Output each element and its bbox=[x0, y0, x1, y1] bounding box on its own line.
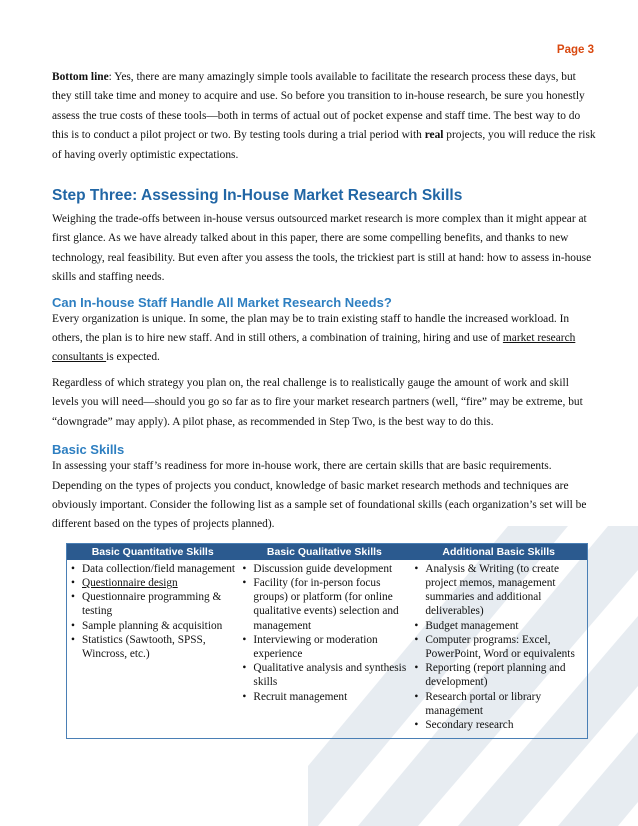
list-item: • Computer programs: Excel, PowerPoint, Word or equivalents bbox=[414, 633, 575, 660]
bullet-icon: • bbox=[414, 690, 419, 703]
header-additional: Additional Basic Skills bbox=[410, 543, 587, 560]
page-content bbox=[52, 68, 598, 739]
skills-table bbox=[66, 543, 588, 739]
bullet-icon: • bbox=[242, 662, 247, 675]
list-item: • Reporting (report planning and development) bbox=[414, 662, 566, 689]
bullet-icon: • bbox=[242, 633, 247, 646]
bullet-icon: • bbox=[414, 633, 419, 646]
bullet-icon: • bbox=[242, 562, 247, 575]
basic-skills-heading: Basic Skills bbox=[52, 442, 125, 458]
bullet-icon: • bbox=[414, 662, 419, 675]
page-number: Page 3 bbox=[556, 44, 594, 56]
bullet-icon: • bbox=[71, 576, 75, 589]
list-item: • Research portal or library management bbox=[414, 690, 542, 717]
bottom-line-label: Bottom line bbox=[52, 71, 109, 83]
list-item: • Data collection/field management bbox=[71, 562, 236, 575]
list-item: • Discussion guide development bbox=[242, 562, 393, 575]
questionnaire-design-link[interactable]: Questionnaire design bbox=[82, 576, 178, 589]
header-quantitative: Basic Quantitative Skills bbox=[67, 543, 239, 560]
quantitative-column bbox=[67, 560, 239, 739]
list-item: • Interviewing or moderation experience bbox=[242, 633, 378, 660]
bullet-icon: • bbox=[414, 562, 419, 575]
step-three-heading: Step Three: Assessing In-House Market Research Skills bbox=[52, 187, 463, 205]
additional-column bbox=[410, 560, 587, 739]
bullet-icon: • bbox=[414, 718, 419, 731]
step-three-paragraph: Weighing the trade-offs between in-house versus outsourced market research is more complex than it might appear at first glance. As we have already talked about in this paper, there are some compelling benefits, and thanks to new technology, real feasibility. But even after you assess the tools, the trickiest part is still at hand: how to assess in-house skills and staffing needs. bbox=[52, 213, 592, 284]
list-item: • Budget management bbox=[414, 619, 519, 632]
list-item: • Analysis & Writing (to create project memos, management summaries and additional deliverables) bbox=[414, 562, 559, 618]
staff-paragraph-1: Every organization is unique. In some, the plan may be to train existing staff to handle the increased workload. In others, the plan is to hire new staff. And in still others, a combination of training, hiring and use of market research consultants is expected. bbox=[52, 312, 576, 364]
list-item: • Facility (for in-person focus groups) or platform (for online qualitative events) selection and management bbox=[242, 576, 399, 632]
basic-skills-paragraph: In assessing your staff’s readiness for more in-house work, there are certain skills that are basic requirements. Depending on the types of projects you conduct, knowledge of basic market research methods and techniques are obviously important. Consider the following list as a sample set of foundational skills (each organization’s set will be different based on the types of projects planned). bbox=[52, 460, 587, 531]
list-item: • Qualitative analysis and synthesis skills bbox=[242, 662, 407, 689]
header-qualitative: Basic Qualitative Skills bbox=[238, 543, 410, 560]
list-item: • Questionnaire programming & testing bbox=[71, 591, 222, 618]
list-item bbox=[69, 576, 236, 590]
list-item: • Statistics (Sawtooth, SPSS, Wincross, etc.) bbox=[71, 633, 206, 660]
staff-paragraph-2: Regardless of which strategy you plan on, the real challenge is to realistically gauge the amount of work and skill levels you will need—should you go so far as to fire your market research partners (well, “fire” may be extreme, but “downgrade” may apply). A pilot phase, as recommended in Step Two, is the best way to do this. bbox=[52, 376, 583, 428]
bullet-icon: • bbox=[71, 619, 75, 632]
list-item: • Recruit management bbox=[242, 690, 348, 703]
bullet-icon: • bbox=[71, 633, 75, 646]
bullet-icon: • bbox=[242, 576, 247, 589]
bullet-icon: • bbox=[71, 562, 75, 575]
bullet-icon: • bbox=[414, 619, 419, 632]
bullet-icon: • bbox=[71, 591, 75, 604]
market-research-consultants-link[interactable]: market research consultants bbox=[52, 332, 576, 364]
list-item: • Secondary research bbox=[414, 718, 514, 731]
bold-real: real bbox=[424, 129, 444, 142]
list-item: • Sample planning & acquisition bbox=[71, 619, 223, 632]
bottom-line-paragraph: Bottom line: Yes, there are many amazingly simple tools available to facilitate the research process these days, but they still take time and money to acquire and use. So before you transition to in-house research, be sure you honestly assess the true costs of these tools—both in terms of actual out of pocket expense and staff time. The best way to do this is to conduct a pilot project or two. By testing tools during a trial period with real projects, you will reduce the risk of having overly optimistic expectations. bbox=[52, 71, 596, 161]
bullet-icon: • bbox=[242, 690, 247, 703]
qualitative-column bbox=[238, 560, 410, 739]
staff-section-heading: Can In-house Staff Handle All Market Research Needs? bbox=[52, 294, 392, 310]
